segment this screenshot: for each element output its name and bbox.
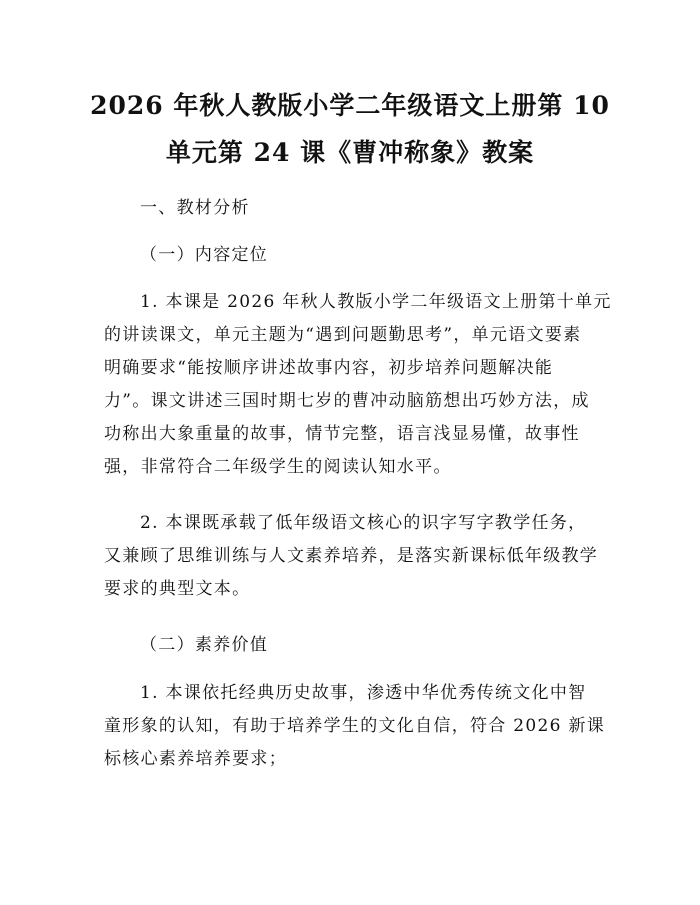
- paragraph-line: 明确要求“能按顺序讲述故事内容，初步培养问题解决能: [104, 358, 554, 378]
- paragraph-line: 2. 本课既承载了低年级语文核心的识字写字教学任务，: [140, 513, 587, 533]
- paragraph-line: 的讲读课文，单元主题为“遇到问题勤思考”，单元语文要素: [104, 325, 582, 345]
- document-title-line-2: 单元第 24 课《曹冲称象》教案: [165, 138, 535, 167]
- paragraph-line: 力”。课文讲述三国时期七岁的曹冲动脑筋想出巧妙方法，成: [104, 391, 590, 411]
- paragraph-line: 功称出大象重量的故事，情节完整，语言浅显易懂，故事性: [104, 424, 580, 444]
- paragraph-line: 标核心素养培养要求；: [104, 749, 287, 769]
- subsection-heading: （一）内容定位: [140, 245, 269, 265]
- paragraph-line: 童形象的认知，有助于培养学生的文化自信，符合 2026 新课: [104, 716, 606, 736]
- paragraph-line: 要求的典型文本。: [104, 579, 251, 599]
- document-title-line-1: 2026 年秋人教版小学二年级语文上册第 10: [90, 91, 610, 120]
- paragraph-line: 强，非常符合二年级学生的阅读认知水平。: [104, 457, 452, 477]
- paragraph-line: 又兼顾了思维训练与人文素养培养，是落实新课标低年级教学: [104, 546, 599, 566]
- paragraph-line: 1. 本课是 2026 年秋人教版小学二年级语文上册第十单元: [140, 292, 612, 312]
- section-heading: 一、教材分析: [140, 198, 250, 218]
- subsection-heading: （二）素养价值: [140, 635, 269, 655]
- paragraph-line: 1. 本课依托经典历史故事，渗透中华优秀传统文化中智: [140, 683, 587, 703]
